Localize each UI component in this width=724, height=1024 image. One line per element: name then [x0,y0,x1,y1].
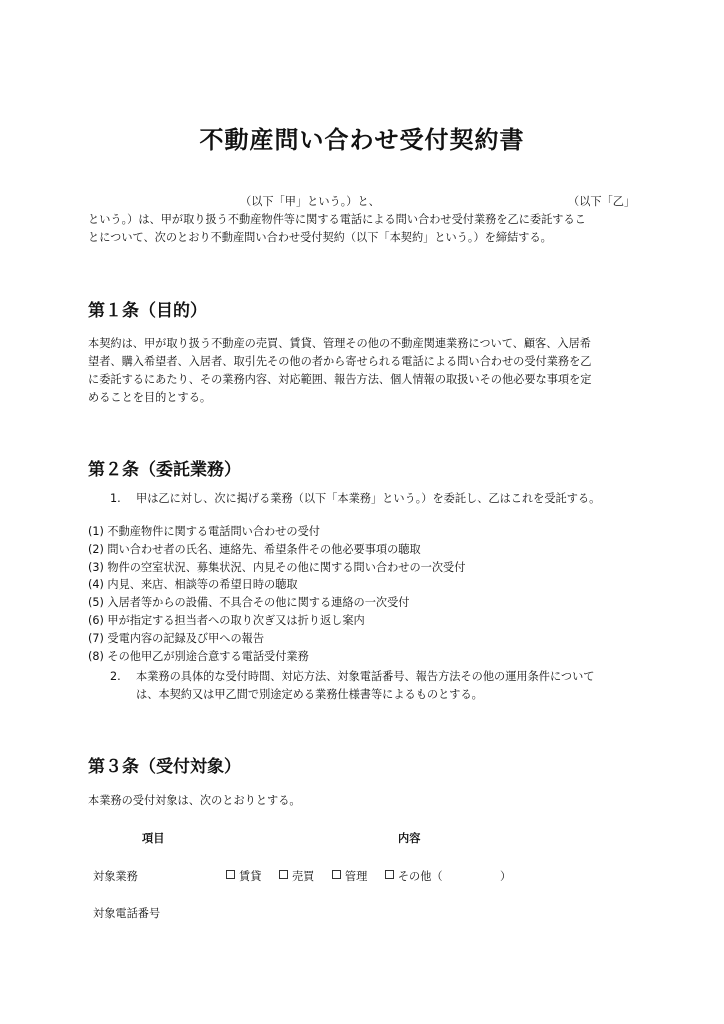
list-item: (1) 不動産物件に関する電話問い合わせの受付 [88,525,320,538]
article1-body [88,335,644,407]
document-title: 不動産問い合わせ受付契約書 [199,126,525,154]
option-other-close-paren: ） [500,870,512,883]
list-item: (2) 問い合わせ者の氏名、連絡先、希望条件その他必要事項の聴取 [88,542,421,556]
article2-heading: 第２条（委託業務） [88,460,241,480]
article3-intro [88,792,644,810]
checkbox-icon[interactable] [332,870,341,879]
target-business-options [226,868,457,884]
list-item: (8) その他甲乙が別途合意する電話受付業務 [88,649,309,663]
intro-party-a-text: （以下「甲」という。）と、 [240,195,380,208]
list-item: (5) 入居者等からの設備、不具合その他に関する連絡の一次受付 [88,596,410,610]
list-item: (4) 内見、来店、相談等の希望日時の聴取 [88,578,298,592]
intro-line: とについて、次のとおり不動産問い合わせ受付契約（以下「本契約」という。）を締結する。 [88,231,552,244]
checkbox-icon[interactable] [385,870,394,879]
article3-heading: 第３条（受付対象） [88,757,241,777]
list-item: (7) 受電内容の記録及び甲への報告 [88,631,265,645]
checkbox-icon[interactable] [279,870,288,879]
option-rental[interactable]: 賃貸 [226,868,261,884]
clause-number: 2. [110,670,121,683]
clause-text-continued: は、本契約又は甲乙間で別途定める業務仕様書等によるものとする。 [136,688,483,701]
option-management[interactable]: 管理 [332,868,367,884]
article1-line: に委託するにあたり、その業務内容、対応範囲、報告方法、個人情報の取扱いその他必要な事項を定 [88,373,592,386]
table-header-item: 項目 [142,832,165,845]
article1-line: めることを目的とする。 [88,391,212,404]
intro-party-b-text: （以下「乙」 [568,195,636,208]
row-label-target-business: 対象業務 [93,870,138,883]
article2-clause2 [110,668,594,704]
article2-item-list [88,523,465,665]
clause-text: 甲は乙に対し、次に掲げる業務（以下「本業務」という。）を委託し、乙はこれを受託する。 [136,492,601,505]
intro-paragraph [88,211,644,247]
list-item: (6) 甲が指定する担当者への取り次ぎ又は折り返し案内 [88,613,365,627]
checkbox-icon[interactable] [226,870,235,879]
row-label-target-phone: 対象電話番号 [93,907,161,920]
article1-line: 本契約は、甲が取り扱う不動産の売買、賃貸、管理その他の不動産関連業務について、顧客、入居希 [88,337,591,350]
option-other[interactable]: その他（ [385,868,443,884]
article2-clause1 [110,490,600,508]
article1-line: 望者、購入希望者、入居者、取引先その他の者から寄せられる電話による問い合わせの受付業務を乙 [88,355,592,368]
option-sale[interactable]: 売買 [279,868,314,884]
intro-line: という。）は、甲が取り扱う不動産物件等に関する電話による問い合わせ受付業務を乙に委託するこ [88,213,586,226]
list-item: (3) 物件の空室状況、募集状況、内見その他に関する問い合わせの一次受付 [88,560,466,574]
article1-heading: 第１条（目的） [88,301,207,321]
clause-number: 1. [110,492,121,505]
intro-first-line [88,193,644,211]
table-header-content: 内容 [398,832,421,845]
clause-text: 本業務の具体的な受付時間、対応方法、対象電話番号、報告方法その他の運用条件について [136,670,595,683]
article3-intro-line: 本業務の受付対象は、次のとおりとする。 [88,794,301,807]
